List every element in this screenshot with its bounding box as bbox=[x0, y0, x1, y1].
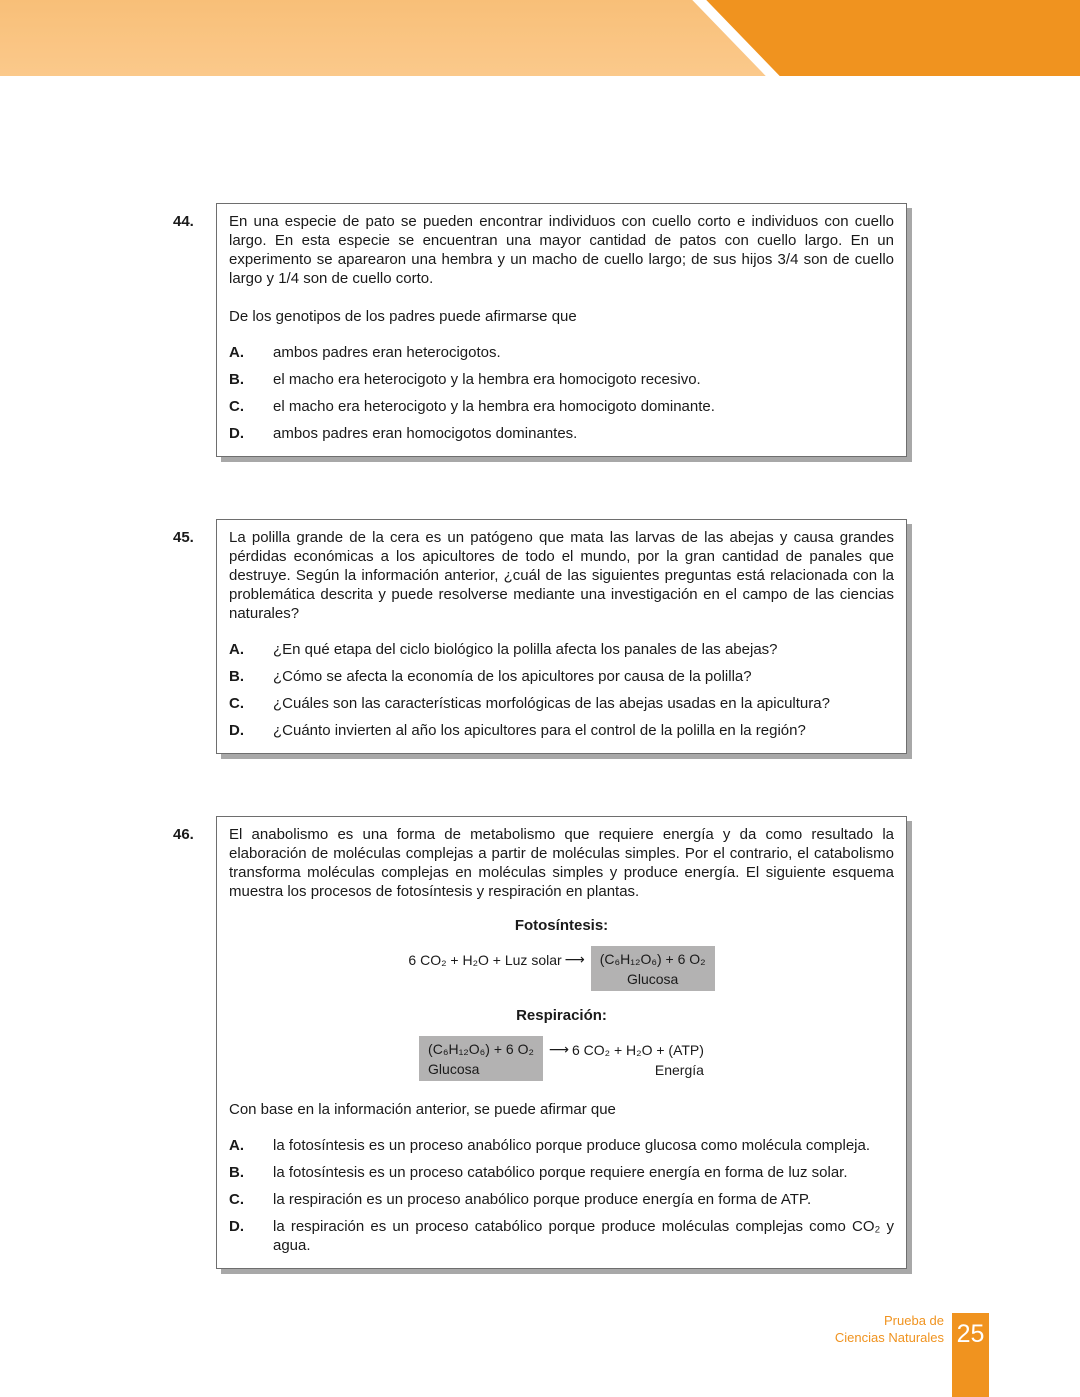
option-letter: A. bbox=[229, 344, 244, 361]
option-letter: B. bbox=[229, 1164, 244, 1181]
option-a bbox=[229, 343, 894, 362]
respiration-products: 6 CO₂ + H₂O + (ATP) bbox=[571, 1042, 704, 1058]
question-box bbox=[216, 519, 907, 754]
option-c bbox=[229, 694, 894, 713]
test-section-label-line2: Ciencias Naturales bbox=[834, 1330, 944, 1345]
reaction-arrow-icon: ⟶ bbox=[564, 952, 585, 968]
option-letter: D. bbox=[229, 425, 244, 442]
option-letter: C. bbox=[229, 695, 244, 712]
glucose-label: Glucosa bbox=[428, 1061, 480, 1077]
photosynthesis-equation bbox=[229, 946, 894, 991]
option-text: la respiración es un proceso anabólico porque produce energía en forma de ATP. bbox=[273, 1191, 812, 1208]
glucose-product-box bbox=[591, 946, 715, 991]
question-44 bbox=[173, 203, 907, 457]
option-letter: C. bbox=[229, 1191, 244, 1208]
question-45 bbox=[173, 519, 907, 754]
option-text: ambos padres eran heterocigotos. bbox=[273, 344, 501, 361]
option-b bbox=[229, 667, 894, 686]
option-d bbox=[229, 1217, 894, 1255]
question-box bbox=[216, 203, 907, 457]
question-body: La polilla grande de la cera es un patógeno que mata las larvas de las abejas y causa grandes pérdidas económicas a los apicultores de todo el mundo, por la gran cantidad de panales que destruye. Según la información anterior, ¿cuál de las siguientes preguntas está relacionada con la problemática descrita y puede resolverse mediante una investigación en el campo de las ciencias naturales? bbox=[229, 529, 894, 622]
option-text: la respiración es un proceso catabólico porque produce moléculas complejas como CO₂ y agua. bbox=[273, 1218, 894, 1254]
option-letter: A. bbox=[229, 641, 244, 658]
question-box bbox=[216, 816, 907, 1269]
options-list bbox=[229, 640, 894, 740]
energy-label: Energía bbox=[654, 1062, 704, 1078]
option-text: la fotosíntesis es un proceso catabólico porque requiere energía en forma de luz solar. bbox=[273, 1164, 848, 1181]
option-letter: A. bbox=[229, 1137, 244, 1154]
option-text: la fotosíntesis es un proceso anabólico porque produce glucosa como molécula compleja. bbox=[273, 1137, 871, 1154]
option-c bbox=[229, 397, 894, 416]
option-d bbox=[229, 424, 894, 443]
option-letter: D. bbox=[229, 722, 244, 739]
question-number: 45. bbox=[173, 529, 194, 546]
respiration-reactants: (C₆H₁₂O₆) + 6 O₂ bbox=[428, 1041, 534, 1057]
respiration-title: Respiración: bbox=[516, 1007, 607, 1024]
glucose-label: Glucosa bbox=[626, 971, 679, 987]
header-banner bbox=[0, 0, 1080, 76]
option-b bbox=[229, 370, 894, 389]
option-text: ¿Cuáles son las características morfológicas de las abejas usadas en la apicultura? bbox=[273, 695, 830, 712]
option-d bbox=[229, 721, 894, 740]
option-text: ¿Cómo se afecta la economía de los apicultores por causa de la polilla? bbox=[273, 668, 752, 685]
banner-dark-triangle bbox=[0, 0, 1080, 76]
test-section-label bbox=[835, 1312, 944, 1346]
option-a bbox=[229, 1136, 894, 1155]
page-number: 25 bbox=[956, 1320, 985, 1348]
page-content bbox=[173, 203, 907, 1331]
option-letter: C. bbox=[229, 398, 244, 415]
option-text: ambos padres eran homocigotos dominantes. bbox=[273, 425, 578, 442]
option-letter: D. bbox=[229, 1218, 244, 1235]
option-b bbox=[229, 1163, 894, 1182]
question-prompt: Con base en la información anterior, se puede afirmar que bbox=[229, 1101, 616, 1118]
respiration-equation bbox=[229, 1036, 894, 1081]
options-list bbox=[229, 343, 894, 443]
question-body: En una especie de pato se pueden encontrar individuos con cuello corto e individuos con cuello largo. En esta especie se encuentran una mayor cantidad de patos con cuello largo. En un experimento se aparearon una hembra y un macho de cuello largo; de sus hijos 3/4 son de cuello largo y 1/4 son de cuello corto. bbox=[229, 213, 894, 287]
question-46 bbox=[173, 816, 907, 1269]
option-text: ¿Cuánto invierten al año los apicultores para el control de la polilla en la región? bbox=[273, 722, 806, 739]
metabolism-diagram bbox=[229, 917, 894, 1081]
reaction-arrow-icon: ⟶ bbox=[548, 1042, 569, 1058]
option-text: el macho era heterocigoto y la hembra era homocigoto recesivo. bbox=[273, 371, 701, 388]
option-letter: B. bbox=[229, 668, 244, 685]
photosynthesis-products: (C₆H₁₂O₆) + 6 O₂ bbox=[599, 951, 706, 967]
page-number-strip bbox=[952, 1313, 989, 1397]
option-text: ¿En qué etapa del ciclo biológico la polilla afecta los panales de las abejas? bbox=[273, 641, 778, 658]
test-section-label-line1: Prueba de bbox=[884, 1313, 944, 1328]
option-a bbox=[229, 640, 894, 659]
glucose-reactant-box bbox=[419, 1036, 543, 1081]
options-list bbox=[229, 1136, 894, 1255]
question-number: 46. bbox=[173, 826, 194, 843]
photosynthesis-title: Fotosíntesis: bbox=[514, 917, 609, 934]
question-prompt: De los genotipos de los padres puede afirmarse que bbox=[229, 308, 577, 325]
option-text: el macho era heterocigoto y la hembra era homocigoto dominante. bbox=[273, 398, 715, 415]
question-body: El anabolismo es una forma de metabolismo que requiere energía y da como resultado la elaboración de moléculas complejas a partir de moléculas simples. Por el contrario, el catabolismo transforma moléculas complejas en moléculas simples y produce energía. El siguiente esquema muestra los procesos de fotosíntesis y respiración en plantas. bbox=[229, 826, 894, 900]
photosynthesis-reactants: 6 CO₂ + H₂O + Luz solar bbox=[408, 952, 562, 968]
question-number: 44. bbox=[173, 213, 194, 230]
respiration-products-group bbox=[572, 1036, 704, 1079]
option-letter: B. bbox=[229, 371, 244, 388]
option-c bbox=[229, 1190, 894, 1209]
